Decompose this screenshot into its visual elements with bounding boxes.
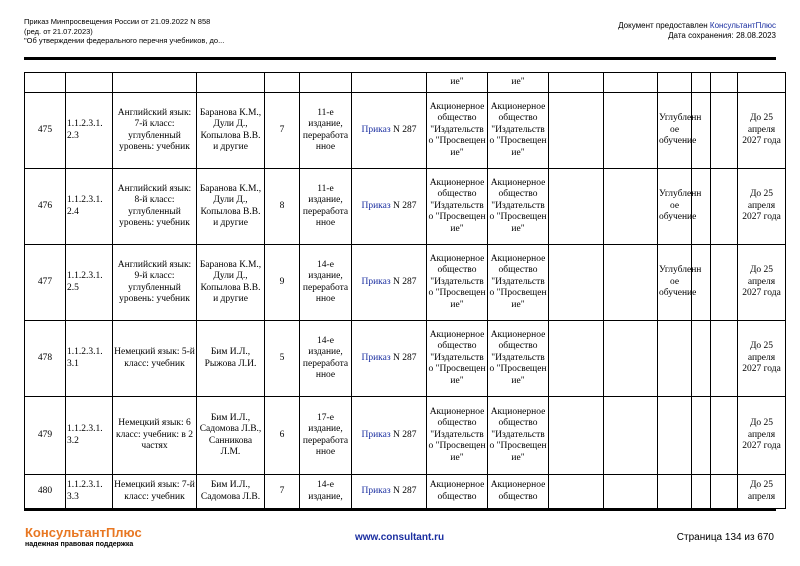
publisher-cell: ие" xyxy=(427,73,488,93)
producer-cell: Акционерное общество "Издательств о "Просвещен ие" xyxy=(488,93,549,169)
textbook-table xyxy=(24,72,786,509)
producer-cell: ие" xyxy=(488,73,549,93)
grade-cell: 8 xyxy=(265,169,300,245)
row-number-cell: 477 xyxy=(25,245,66,321)
empty-cell xyxy=(692,169,711,245)
study-note-cell: Углубленн ое обучение xyxy=(658,245,692,321)
empty-cell xyxy=(692,245,711,321)
edition-cell: 14-е издание, xyxy=(300,475,352,509)
order-ref-cell xyxy=(352,397,427,475)
item-code-cell: 1.1.2.3.1. 3.3 xyxy=(66,475,113,509)
empty-cell xyxy=(711,475,738,509)
grade-cell: 7 xyxy=(265,475,300,509)
website-link[interactable]: www.consultant.ru xyxy=(355,532,445,543)
row-number-cell: 479 xyxy=(25,397,66,475)
row-number-cell: 478 xyxy=(25,321,66,397)
empty-cell xyxy=(692,321,711,397)
order-number: N 287 xyxy=(390,124,417,135)
empty-cell xyxy=(549,475,604,509)
producer-cell: Акционерное общество "Издательств о "Просвещен ие" xyxy=(488,245,549,321)
table-row xyxy=(25,93,786,169)
textbook-title-cell: Немецкий язык: 5-й класс: учебник xyxy=(113,321,197,397)
textbook-title-cell: Английский язык: 7-й класс: углубленный уровень: учебник xyxy=(113,93,197,169)
publisher-cell: Акционерное общество "Издательств о "Просвещен ие" xyxy=(427,245,488,321)
empty-cell xyxy=(604,245,658,321)
textbook-title-cell: Английский язык: 9-й класс: углубленный уровень: учебник xyxy=(113,245,197,321)
edition-cell: 11-е издание, переработа нное xyxy=(300,169,352,245)
grade-cell: 6 xyxy=(265,397,300,475)
order-number: N 287 xyxy=(390,276,417,287)
valid-until-cell: До 25 апреля 2027 года xyxy=(738,93,786,169)
table-row xyxy=(25,397,786,475)
order-link[interactable]: Приказ xyxy=(361,276,391,287)
edition-cell: 14-е издание, переработа нное xyxy=(300,245,352,321)
header-divider xyxy=(24,57,776,60)
textbook-title-cell: Английский язык: 8-й класс: углубленный уровень: учебник xyxy=(113,169,197,245)
authors-cell: Бим И.Л., Садомова Л.В., Санникова Л.М. xyxy=(197,397,265,475)
empty-cell xyxy=(549,397,604,475)
study-note-cell: Углубленн ое обучение xyxy=(658,93,692,169)
order-link[interactable]: Приказ xyxy=(361,429,391,440)
empty-cell xyxy=(549,321,604,397)
item-code-cell: 1.1.2.3.1. 3.1 xyxy=(66,321,113,397)
provider-link[interactable]: КонсультантПлюс xyxy=(709,21,776,30)
empty-cell xyxy=(604,321,658,397)
document-header-info xyxy=(24,17,224,46)
valid-until-cell: До 25 апреля xyxy=(738,475,786,509)
empty-cell xyxy=(549,169,604,245)
grade-cell: 9 xyxy=(265,245,300,321)
row-number-cell: 480 xyxy=(25,475,66,509)
brand-tagline: надежная правовая поддержка xyxy=(25,541,134,548)
empty-cell xyxy=(711,169,738,245)
authors-cell: Баранова К.М., Дули Д., Копылова В.В. и другие xyxy=(197,245,265,321)
authors-cell: Бим И.Л., Рыжова Л.И. xyxy=(197,321,265,397)
empty-cell xyxy=(549,93,604,169)
publisher-cell: Акционерное общество "Издательств о "Просвещен ие" xyxy=(427,397,488,475)
empty-cell xyxy=(604,169,658,245)
edition-cell: 11-е издание, переработа нное xyxy=(300,93,352,169)
order-link[interactable]: Приказ xyxy=(361,124,391,135)
row-number-cell: 475 xyxy=(25,93,66,169)
study-note-cell: Углубленн ое обучение xyxy=(658,169,692,245)
study-note-cell xyxy=(658,397,692,475)
table-row xyxy=(25,73,786,93)
empty-cell xyxy=(604,93,658,169)
authors-cell: Бим И.Л., Садомова Л.В. xyxy=(197,475,265,509)
grade-cell: 5 xyxy=(265,321,300,397)
textbook-title-cell: Немецкий язык: 6 класс: учебник: в 2 частях xyxy=(113,397,197,475)
order-number: N 287 xyxy=(390,485,417,496)
empty-cell xyxy=(604,397,658,475)
header-line: "Об утверждении федерального перечня учебников, до... xyxy=(24,36,225,45)
row-number-cell: 476 xyxy=(25,169,66,245)
producer-cell: Акционерное общество xyxy=(488,475,549,509)
order-ref-cell xyxy=(352,475,427,509)
publisher-cell: Акционерное общество xyxy=(427,475,488,509)
study-note-cell xyxy=(658,321,692,397)
valid-until-cell: До 25 апреля 2027 года xyxy=(738,169,786,245)
order-ref-cell xyxy=(352,93,427,169)
publisher-cell: Акционерное общество "Издательств о "Просвещен ие" xyxy=(427,321,488,397)
table-row xyxy=(25,321,786,397)
empty-cell xyxy=(692,93,711,169)
textbook-title-cell: Немецкий язык: 7-й класс: учебник xyxy=(113,475,197,509)
order-number: N 287 xyxy=(390,429,417,440)
empty-cell xyxy=(711,93,738,169)
empty-cell xyxy=(549,245,604,321)
document-provider-info xyxy=(618,21,776,41)
provided-label: Документ предоставлен xyxy=(618,21,710,30)
edition-cell: 17-е издание, переработа нное xyxy=(300,397,352,475)
footer-logo xyxy=(25,525,142,548)
table-row xyxy=(25,475,786,509)
footer-divider xyxy=(24,508,776,511)
order-link[interactable]: Приказ xyxy=(361,485,391,496)
study-note-cell xyxy=(658,475,692,509)
item-code-cell: 1.1.2.3.1. 2.5 xyxy=(66,245,113,321)
producer-cell: Акционерное общество "Издательств о "Просвещен ие" xyxy=(488,397,549,475)
table-row xyxy=(25,245,786,321)
order-ref-cell xyxy=(352,321,427,397)
order-link[interactable]: Приказ xyxy=(361,352,391,363)
header-line: Приказ Минпросвещения России от 21.09.2022 N 858 xyxy=(24,17,211,26)
order-ref-cell xyxy=(352,169,427,245)
save-date: Дата сохранения: 28.08.2023 xyxy=(668,31,776,40)
empty-cell xyxy=(711,397,738,475)
publisher-cell: Акционерное общество "Издательств о "Просвещен ие" xyxy=(427,93,488,169)
page-number: Страница 134 из 670 xyxy=(676,532,774,543)
item-code-cell: 1.1.2.3.1. 2.3 xyxy=(66,93,113,169)
empty-cell xyxy=(692,475,711,509)
empty-cell xyxy=(711,245,738,321)
empty-cell xyxy=(604,475,658,509)
item-code-cell: 1.1.2.3.1. 3.2 xyxy=(66,397,113,475)
order-number: N 287 xyxy=(390,200,417,211)
table-row xyxy=(25,169,786,245)
order-link[interactable]: Приказ xyxy=(361,200,391,211)
order-number: N 287 xyxy=(390,352,417,363)
valid-until-cell: До 25 апреля 2027 года xyxy=(738,397,786,475)
authors-cell: Баранова К.М., Дули Д., Копылова В.В. и другие xyxy=(197,169,265,245)
brand-name: КонсультантПлюс xyxy=(25,525,142,540)
header-line: (ред. от 21.07.2023) xyxy=(24,26,93,36)
authors-cell: Баранова К.М., Дули Д., Копылова В.В. и другие xyxy=(197,93,265,169)
edition-cell: 14-е издание, переработа нное xyxy=(300,321,352,397)
valid-until-cell: До 25 апреля 2027 года xyxy=(738,321,786,397)
order-ref-cell xyxy=(352,245,427,321)
grade-cell: 7 xyxy=(265,93,300,169)
empty-cell xyxy=(711,321,738,397)
empty-cell xyxy=(692,397,711,475)
publisher-cell: Акционерное общество "Издательств о "Просвещен ие" xyxy=(427,169,488,245)
valid-until-cell: До 25 апреля 2027 года xyxy=(738,245,786,321)
producer-cell: Акционерное общество "Издательств о "Просвещен ие" xyxy=(488,321,549,397)
producer-cell: Акционерное общество "Издательств о "Просвещен ие" xyxy=(488,169,549,245)
item-code-cell: 1.1.2.3.1. 2.4 xyxy=(66,169,113,245)
